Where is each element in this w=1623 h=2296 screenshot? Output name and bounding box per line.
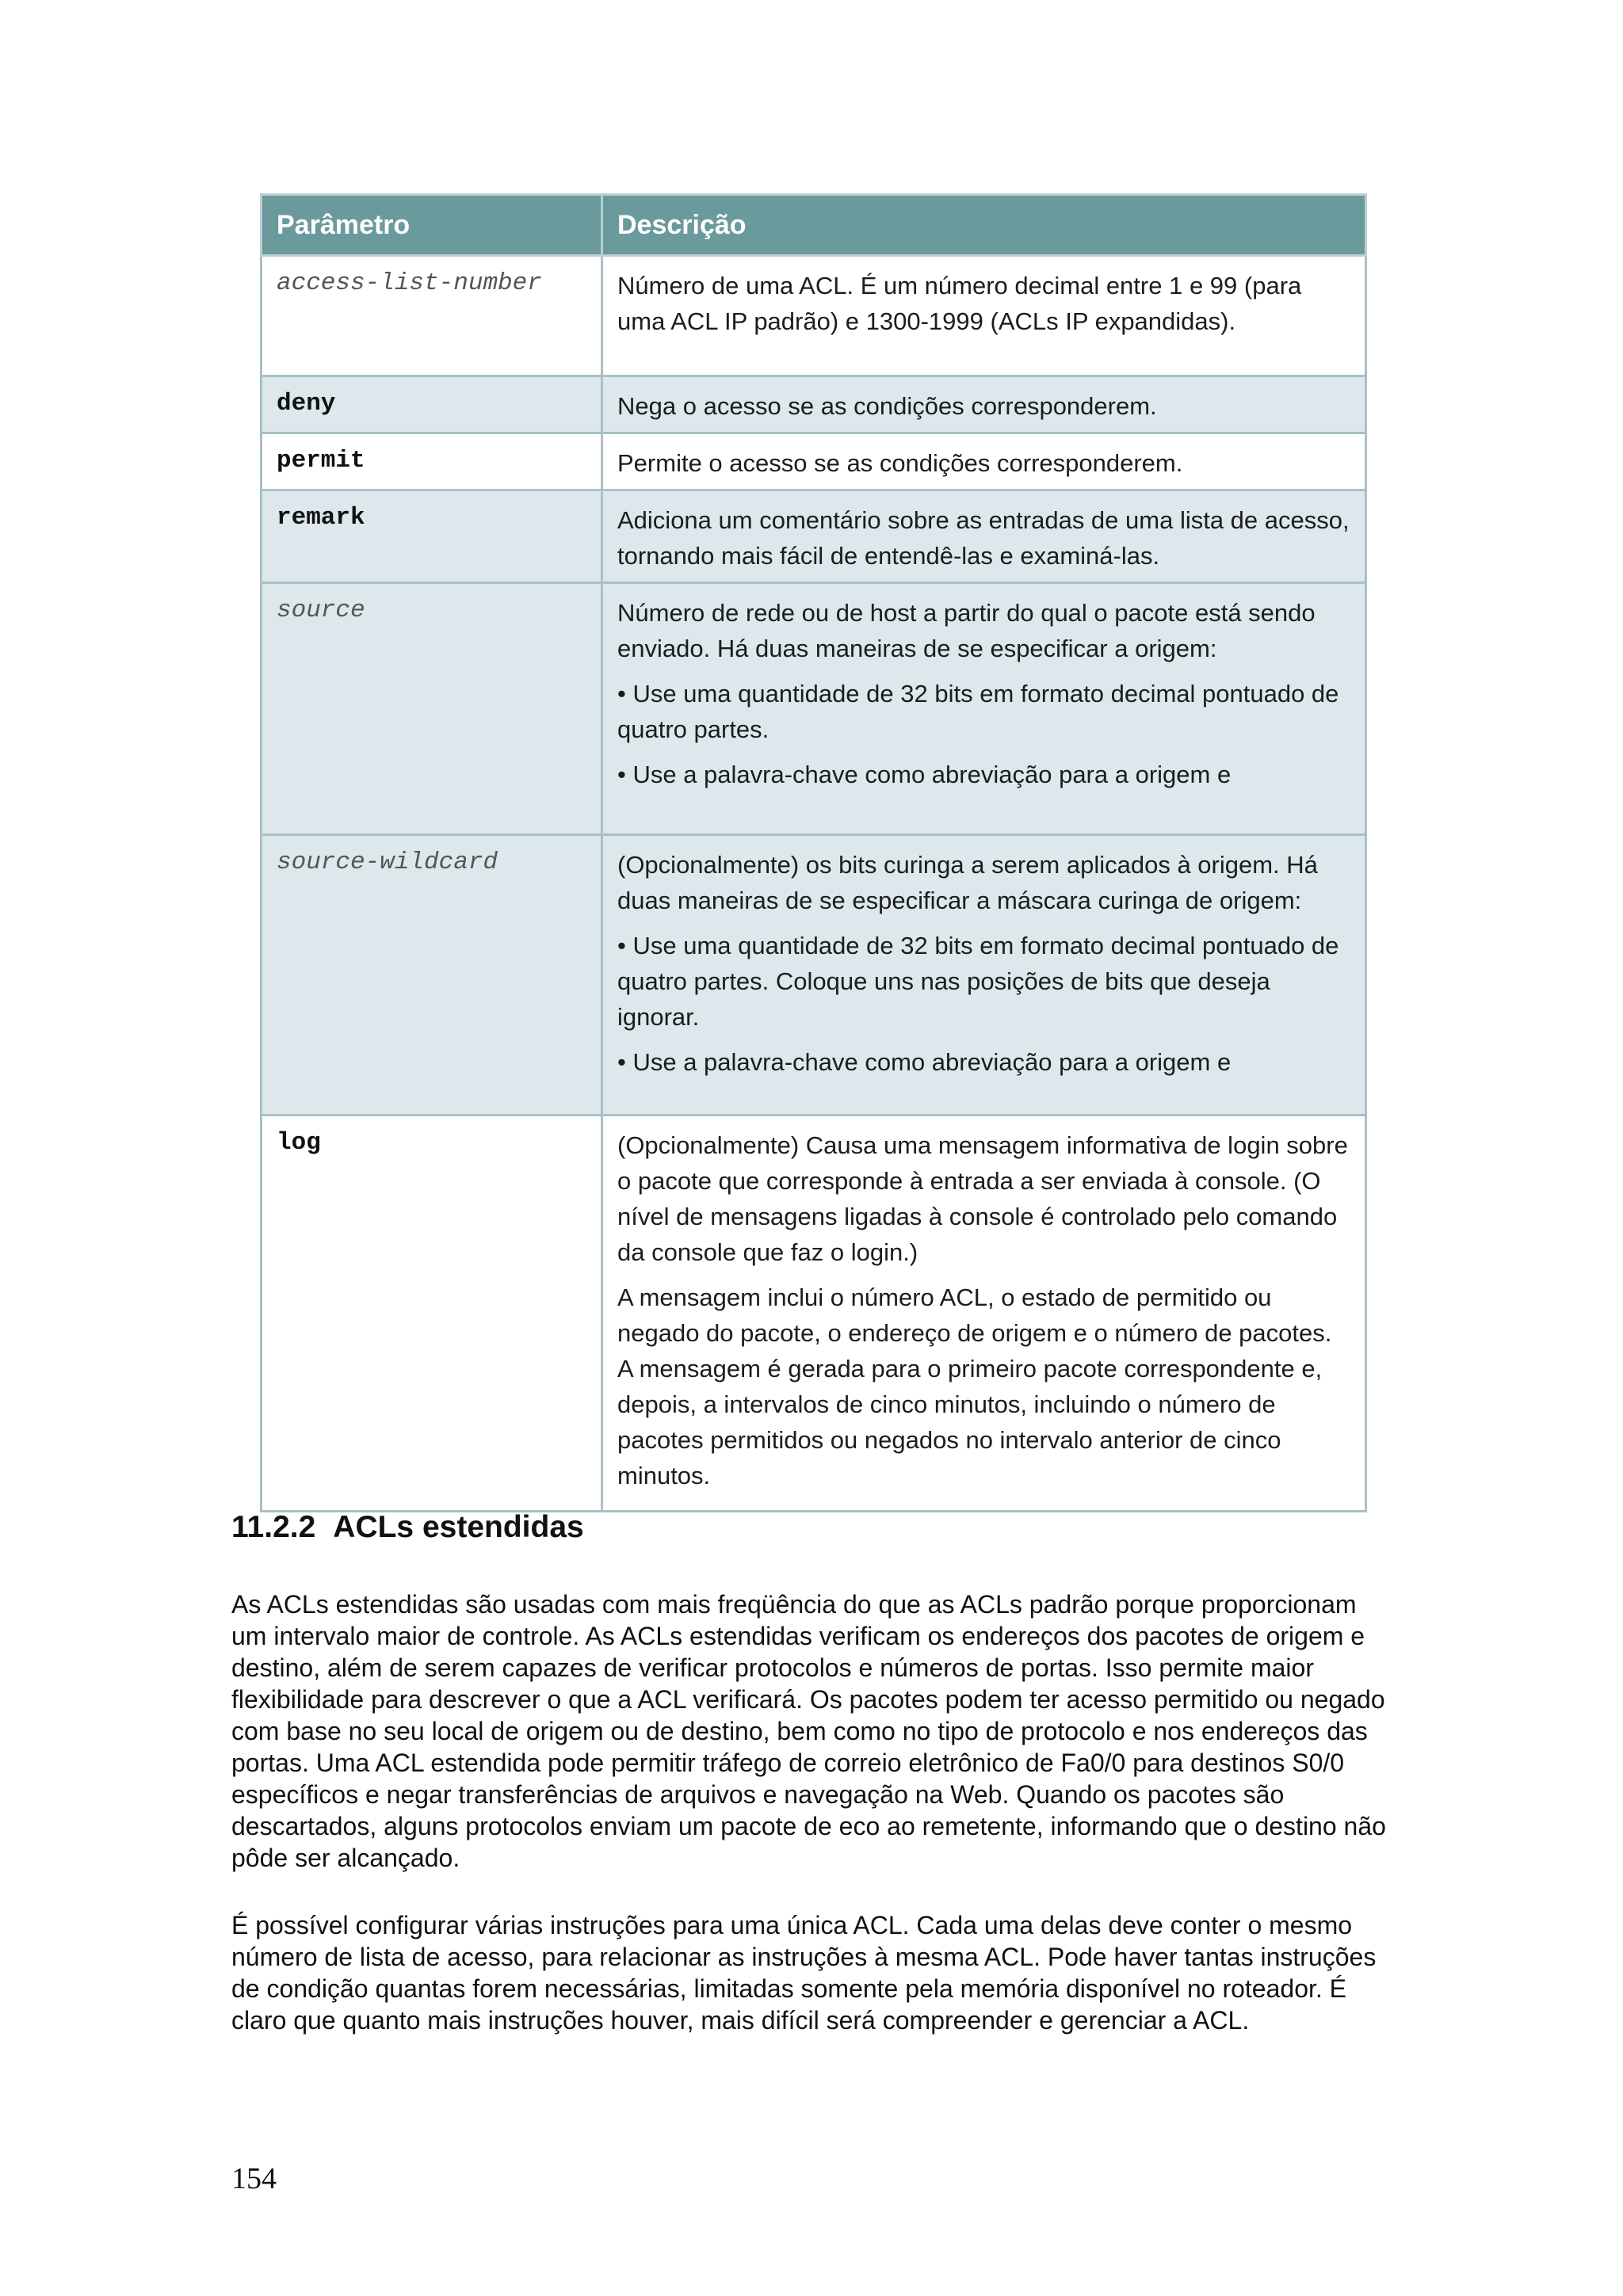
page-number: 154: [231, 2162, 277, 2195]
header-parameter: Parâmetro: [262, 195, 602, 256]
header-description: Descrição: [602, 195, 1366, 256]
section-title: ACLs estendidas: [333, 1510, 584, 1544]
section-heading: [231, 1510, 584, 1545]
param-name: access-list-number: [277, 269, 542, 297]
description-text: (Opcionalmente) os bits curinga a serem aplicados à origem. Há duas maneiras de se especificar a máscara curinga de origem:: [617, 851, 1318, 914]
param-cell: [262, 256, 602, 376]
param-name: permit: [277, 447, 365, 475]
description-text: A mensagem inclui o número ACL, o estado de permitido ou negado do pacote, o endereço de origem e o número de pacotes. A mensagem é gerada para o primeiro pacote correspondente e, depois, a intervalos de cinco minutos, incluindo o número de pacotes permitidos ou negados no intervalo anterior de cinco minutos.: [617, 1283, 1332, 1489]
description-bullet: • Use uma quantidade de 32 bits em formato decimal pontuado de quatro partes.: [617, 680, 1339, 743]
table-row: [262, 433, 1366, 490]
body-paragraph: É possível configurar várias instruções para uma única ACL. Cada uma delas deve conter o mesmo número de lista de acesso, para relacionar as instruções à mesma ACL. Pode haver tantas instruções de condição quantas forem necessárias, limitadas somente pela memória disponível no roteador. É claro que quanto mais instruções houver, mais difícil será compreender e gerenciar a ACL.: [231, 1911, 1377, 2035]
description-cell: [602, 835, 1366, 1116]
param-cell: [262, 433, 602, 490]
param-name: source: [277, 597, 365, 624]
table-header-row: [262, 195, 1366, 256]
table-row: [262, 376, 1366, 433]
description-bullet: • Use uma quantidade de 32 bits em formato decimal pontuado de quatro partes. Coloque uns nas posições de bits que deseja ignorar.: [617, 932, 1339, 1031]
table-row: [262, 490, 1366, 583]
parameter-table: [260, 193, 1367, 1512]
param-cell: [262, 1116, 602, 1512]
description-bullet: • Use a palavra-chave como abreviação para a origem e: [617, 1048, 1232, 1076]
description-bullet: • Use a palavra-chave como abreviação para a origem e: [617, 761, 1232, 788]
param-name: deny: [277, 390, 336, 418]
description-text: Número de uma ACL. É um número decimal entre 1 e 99 (para uma ACL IP padrão) e 1300-1999 (ACLs IP expandidas).: [617, 272, 1302, 335]
param-cell: [262, 835, 602, 1116]
table-row: [262, 1116, 1366, 1512]
section-number: 11.2.2: [231, 1510, 316, 1544]
description-text: Adiciona um comentário sobre as entradas de uma lista de acesso, tornando mais fácil de entendê-las e examiná-las.: [617, 506, 1350, 570]
description-cell: [602, 433, 1366, 490]
description-text: Nega o acesso se as condições corresponderem.: [617, 392, 1157, 420]
body-paragraph: As ACLs estendidas são usadas com mais freqüência do que as ACLs padrão porque proporcionam um intervalo maior de controle. As ACLs estendidas verificam os endereços dos pacotes de origem e destino, além de serem capazes de verificar protocolos e números de portas. Isso permite maior flexibilidade para descrever o que a ACL verificará. Os pacotes podem ter acesso permitido ou negado com base no seu local de origem ou de destino, bem como no tipo de protocolo e nos endereços das portas. Uma ACL estendida pode permitir tráfego de correio eletrônico de Fa0/0 para destinos S0/0 específicos e negar transferências de arquivos e navegação na Web. Quando os pacotes são descartados, alguns protocolos enviam um pacote de eco ao remetente, informando que o destino não pôde ser alcançado.: [231, 1590, 1386, 1872]
param-name: source-wildcard: [277, 849, 498, 876]
table-row: [262, 835, 1366, 1116]
description-cell: [602, 376, 1366, 433]
table-row: [262, 256, 1366, 376]
param-name: remark: [277, 504, 365, 532]
description-cell: [602, 1116, 1366, 1512]
param-cell: [262, 490, 602, 583]
param-cell: [262, 376, 602, 433]
description-text: (Opcionalmente) Causa uma mensagem informativa de login sobre o pacote que corresponde à entrada a ser enviada à console. (O nível de mensagens ligadas à console é controlado pelo comando da console que faz o login.): [617, 1131, 1348, 1266]
param-cell: [262, 583, 602, 835]
description-cell: [602, 490, 1366, 583]
description-cell: [602, 256, 1366, 376]
description-text: Número de rede ou de host a partir do qual o pacote está sendo enviado. Há duas maneiras de se especificar a origem:: [617, 599, 1316, 662]
table-row: [262, 583, 1366, 835]
description-text: Permite o acesso se as condições corresponderem.: [617, 449, 1183, 477]
description-cell: [602, 583, 1366, 835]
param-name: log: [277, 1129, 321, 1157]
